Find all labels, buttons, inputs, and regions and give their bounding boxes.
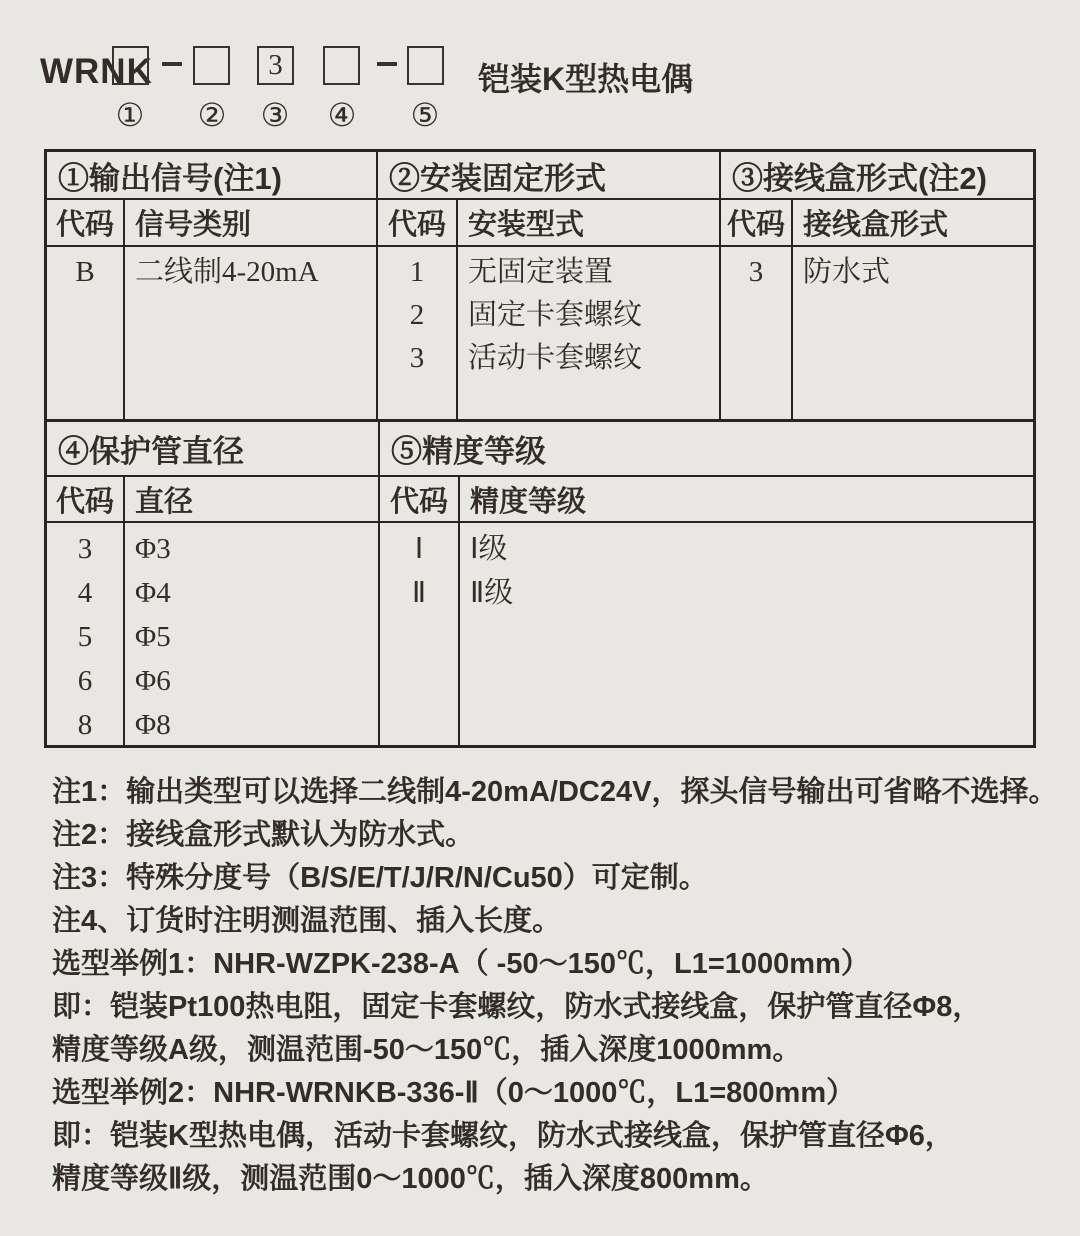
code-value: B (75, 256, 95, 288)
selection-table-bottom (44, 419, 1036, 748)
model-slot-2 (193, 46, 230, 85)
section4-title: ④保护管直径 (47, 422, 380, 477)
note-1: 注1：输出类型可以选择二线制4-20mA/DC24V，探头信号输出可省略不选择。 (52, 776, 1058, 808)
section2-code-header: 代码 (378, 200, 458, 247)
section1-title: ①输出信号(注1) (47, 152, 378, 200)
example-1-desc-line-2: 精度等级A级，测温范围-50～150℃，插入深度1000mm。 (52, 1034, 802, 1066)
section3-title: ③接线盒形式(注2) (721, 152, 1033, 200)
section5-codes (380, 523, 460, 745)
slot-label-2: ② (197, 97, 227, 133)
note-3: 注3：特殊分度号（B/S/E/T/J/R/N/Cu50）可定制。 (52, 862, 708, 894)
section1-value-header: 信号类别 (125, 200, 378, 247)
section3-values (793, 247, 1033, 419)
section3-codes (721, 247, 793, 419)
model-slot-3: 3 (257, 46, 294, 85)
dash-separator (162, 62, 182, 66)
value-text: 活动卡套螺纹 (468, 342, 643, 374)
section5-code-header: 代码 (380, 477, 460, 523)
example-2-desc-line-1: 即：铠装K型热电偶，活动卡套螺纹，防水式接线盒，保护管直径Φ6， (52, 1120, 954, 1152)
slot-label-4: ④ (327, 97, 357, 133)
value-text: Φ8 (135, 709, 171, 741)
section1-codes (47, 247, 125, 419)
selection-table-top (44, 149, 1036, 419)
model-slot-5 (407, 46, 444, 85)
example-1-desc-line-1: 即：铠装Pt100热电阻，固定卡套螺纹，防水式接线盒，保护管直径Φ8， (52, 991, 982, 1023)
model-slot-4 (323, 46, 360, 85)
note-4: 注4、订货时注明测温范围、插入长度。 (52, 905, 562, 937)
note-2: 注2：接线盒形式默认为防水式。 (52, 819, 475, 851)
code-value: 4 (77, 577, 93, 609)
product-name: 铠装K型热电偶 (478, 61, 694, 97)
value-text: Φ5 (135, 621, 171, 653)
example-1-title: 选型举例1：NHR-WZPK-238-A（ -50～150℃，L1=1000mm） (52, 948, 870, 980)
model-slot-1 (112, 46, 149, 85)
value-text: Φ6 (135, 665, 171, 697)
section1-code-header: 代码 (47, 200, 125, 247)
code-value: 6 (77, 665, 93, 697)
code-value: 8 (77, 709, 93, 741)
section2-codes (378, 247, 458, 419)
value-text: 二线制4-20mA (135, 256, 319, 288)
code-value: Ⅰ (414, 533, 424, 565)
slot-label-3: ③ (260, 97, 290, 133)
section2-value-header: 安装型式 (458, 200, 721, 247)
model-prefix: WRNK (40, 52, 153, 91)
value-text: 固定卡套螺纹 (468, 299, 643, 331)
value-text: Ⅰ级 (470, 533, 508, 565)
value-text: Ⅱ级 (470, 577, 514, 609)
code-value: 3 (748, 256, 764, 288)
example-2-desc-line-2: 精度等级Ⅱ级，测温范围0～1000℃，插入深度800mm。 (52, 1163, 769, 1195)
section3-code-header: 代码 (721, 200, 793, 247)
notes-block (52, 768, 1058, 1198)
value-text: Φ4 (135, 577, 171, 609)
dash-separator (377, 62, 397, 66)
section3-value-header: 接线盒形式 (793, 200, 1033, 247)
section1-values (125, 247, 378, 419)
code-value: 3 (77, 533, 93, 565)
section2-title: ②安装固定形式 (378, 152, 721, 200)
value-text: 防水式 (803, 256, 891, 288)
section5-values (460, 523, 1033, 745)
section2-values (458, 247, 721, 419)
code-value: 1 (409, 256, 425, 288)
code-value: 2 (409, 299, 425, 331)
value-text: Φ3 (135, 533, 171, 565)
slot-label-1: ① (115, 97, 145, 133)
section5-value-header: 精度等级 (460, 477, 1033, 523)
value-text: 无固定装置 (468, 256, 614, 288)
code-value: Ⅱ (411, 577, 427, 609)
section4-values (125, 523, 380, 745)
section4-code-header: 代码 (47, 477, 125, 523)
example-2-title: 选型举例2：NHR-WRNKB-336-Ⅱ（0～1000℃，L1=800mm） (52, 1077, 856, 1109)
section4-codes (47, 523, 125, 745)
code-value: 5 (77, 621, 93, 653)
section5-title: ⑤精度等级 (380, 422, 1033, 477)
slot-label-5: ⑤ (410, 97, 440, 133)
code-value: 3 (409, 342, 425, 374)
section4-value-header: 直径 (125, 477, 380, 523)
